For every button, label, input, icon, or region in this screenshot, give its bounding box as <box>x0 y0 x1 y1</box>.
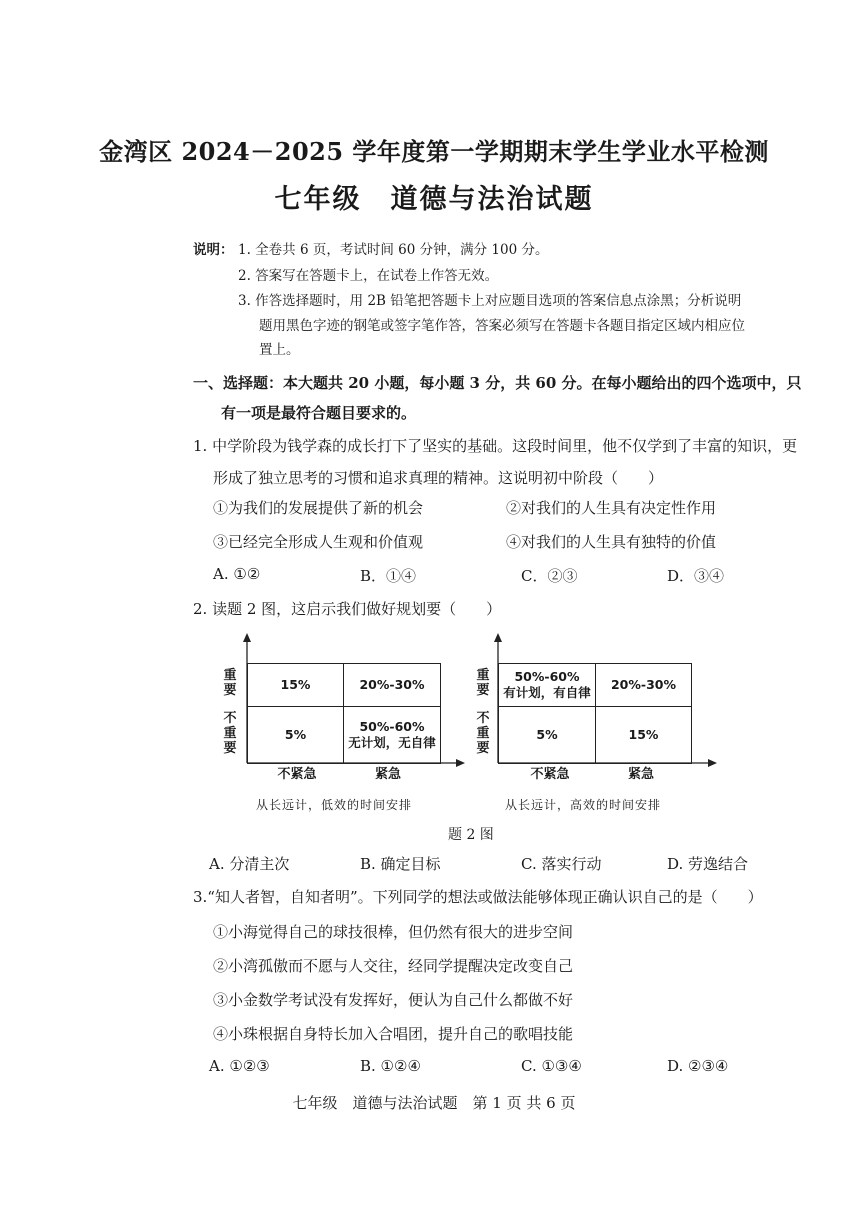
q1-statement: ③已经完全形成人生观和价值观 <box>213 533 424 551</box>
q1-stem: 1. 中学阶段为钱学森的成长打下了坚实的基础。这段时间里，他不仅学到了丰富的知识，更 <box>193 437 798 455</box>
q2-right-cell: 5% <box>499 707 596 763</box>
q2-right-x-left: 不紧急 <box>530 767 570 782</box>
q2-left-cell: 20%-30% <box>344 664 440 707</box>
exam-title: 金湾区 2024－2025 学年度第一学期期末学生学业水平检测 <box>99 137 769 166</box>
q1-statement: ②对我们的人生具有决定性作用 <box>506 499 717 517</box>
instruction-item: 1. 全卷共 6 页，考试时间 60 分钟，满分 100 分。 <box>238 242 549 258</box>
section-heading: 一、选择题：本大题共 20 小题，每小题 3 分，共 60 分。在每小题给出的四个选项中，只 <box>193 374 802 392</box>
q3-option-b: B. ①②④ <box>360 1057 421 1075</box>
q2-left-cell: 50%-60% 无计划，无自律 <box>348 719 436 750</box>
q2-left-y-top: 重要 <box>223 668 237 698</box>
section-heading-cont: 有一项是最符合题目要求的。 <box>221 404 417 422</box>
q3-option-a: A. ①②③ <box>209 1057 270 1075</box>
q2-right-cell: 15% <box>628 727 659 742</box>
q1-option-c: C．②③ <box>521 567 578 585</box>
q2-left-cell: 15% <box>248 664 344 707</box>
q2-option-d: D. 劳逸结合 <box>667 855 749 873</box>
q3-statement: ③小金数学考试没有发挥好，便认为自己什么都做不好 <box>213 991 574 1009</box>
q1-statement: ①为我们的发展提供了新的机会 <box>213 499 424 517</box>
page-footer: 七年级 道德与法治试题 第 1 页 共 6 页 <box>292 1094 576 1112</box>
q1-statement: ④对我们的人生具有独特的价值 <box>506 533 717 551</box>
instruction-item: 3. 作答选择题时，用 2B 铅笔把答题卡上对应题目选项的答案信息点涂黑；分析说明 <box>238 293 742 309</box>
q3-option-c: C. ①③④ <box>521 1057 582 1075</box>
q3-statement: ①小海觉得自己的球技很棒，但仍然有很大的进步空间 <box>213 923 574 941</box>
instructions-label: 说明： <box>193 242 234 258</box>
q1-stem-cont: 形成了独立思考的习惯和追求真理的精神。这说明初中阶段（ ） <box>213 469 664 487</box>
q3-stem: 3.“知人者智，自知者明”。下列同学的想法或做法能够体现正确认识自己的是（ ） <box>193 888 763 906</box>
q2-right-y-top: 重要 <box>476 668 490 698</box>
q2-left-x-left: 不紧急 <box>277 767 317 782</box>
q3-statement: ②小湾孤傲而不愿与人交往，经同学提醒决定改变自己 <box>213 957 574 975</box>
q2-right-cell: 50%-60% 有计划，有自律 <box>499 664 596 707</box>
q1-option-a: A. ①② <box>213 565 261 583</box>
q1-option-d: D．③④ <box>667 567 725 585</box>
q2-right-caption: 从长远计，高效的时间安排 <box>505 798 662 812</box>
q2-left-y-bottom: 不重要 <box>223 711 237 756</box>
q2-right-y-bottom: 不重要 <box>476 711 490 756</box>
q2-left-matrix <box>247 663 441 764</box>
q3-statement: ④小珠根据自身特长加入合唱团，提升自己的歌唱技能 <box>213 1025 574 1043</box>
instruction-item: 题用黑色字迹的钢笔或签字笔作答，答案必须写在答题卡各题目指定区域内相应位 <box>259 318 745 334</box>
instruction-item: 置上。 <box>259 342 300 358</box>
q2-option-c: C. 落实行动 <box>521 855 602 873</box>
q2-figure-label: 题 2 图 <box>448 827 494 843</box>
q2-left-x-right: 紧急 <box>374 767 401 782</box>
q2-right-matrix <box>498 663 692 764</box>
q3-option-d: D. ②③④ <box>667 1057 729 1075</box>
q1-option-b: B．①④ <box>360 567 417 585</box>
q2-left-cell: 5% <box>248 707 344 763</box>
q2-option-b: B. 确定目标 <box>360 855 441 873</box>
q2-right-cell: 20%-30% <box>596 664 691 707</box>
q2-stem: 2. 读题 2 图，这启示我们做好规划要（ ） <box>193 600 502 618</box>
q2-left-caption: 从长远计，低效的时间安排 <box>256 798 413 812</box>
q2-right-x-right: 紧急 <box>627 767 654 782</box>
exam-subtitle: 七年级 道德与法治试题 <box>274 184 594 215</box>
q2-option-a: A. 分清主次 <box>209 855 290 873</box>
instruction-item: 2. 答案写在答题卡上，在试卷上作答无效。 <box>238 268 499 284</box>
